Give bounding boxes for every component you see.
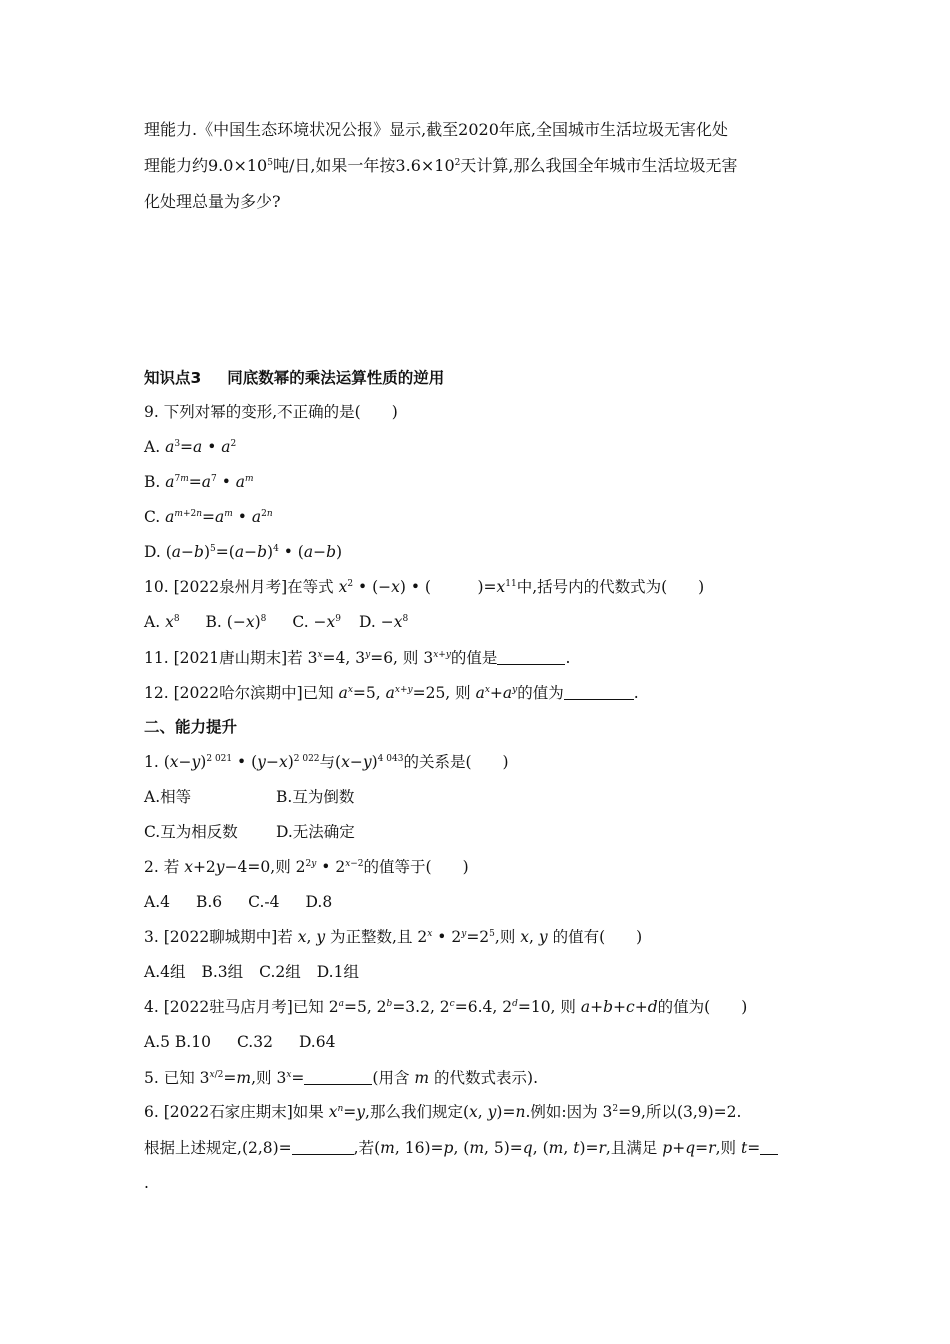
q10-options: A. $x^8$ B. $(-x)^8$ C. $-x^9$ D. $-x^8$ [144,613,409,631]
problem-4: 4. [2022驻马店月考]已知 $2^a=5$, $2^b=3.2$, $2^c=6.4$, $2^d=10$, 则 a+b+c+d的值为( ) [144,998,748,1016]
q9-option-a: A. $a^3=a$ • $a^2$ [144,438,237,456]
problem-6-line-2: 根据上述规定,(2,8)= ,若(m, 16)=p, (m, 5)=q, (m, t)=r,且满足 p+q=r,则 t= [144,1140,778,1157]
question-12: 12. [2022哈尔滨期中]已知 $a^x=5$, $a^{x+y}=25$, 则 $a^x+a^y$的值为 . [144,684,639,702]
q9-option-c: C. $a^{m+2n}=a^m$ • $a^{2n}$ [144,508,273,526]
p2-options: A.4 B.6 C.-4 D.8 [144,893,333,911]
problem-1: 1. $(x-y)^{2 021}$ • $(y-x)^{2 022}$与$(x-y)^{4 043}$的关系是( ) [144,753,509,771]
problem-6: 6. [2022石家庄期末]如果 $x^n=y$,那么我们规定(x, y)=n.例如:因为 $3^2=9$,所以(3,9)=2. [144,1103,742,1121]
p6-answer-blank-2[interactable] [760,1140,778,1155]
problem-5: 5. 已知 $3^{x/2}=m$,则 $3^x=$ (用含 m 的代数式表示). [144,1069,539,1087]
q12-answer-blank[interactable] [564,685,634,700]
question-10: 10. [2022泉州月考]在等式 $x^2$ • (−x) • ( )$=x^{11}$中,括号内的代数式为( ) [144,578,705,596]
question-9: 9. 下列对幂的变形,不正确的是( ) [144,403,398,421]
problem-6-end-dot: . [144,1174,149,1192]
p5-answer-blank[interactable] [304,1070,372,1085]
intro-line-2: 理能力约$9.0\times 10^5$吨/日,如果一年按$3.6\times 10^2$天计算,那么我国全年城市生活垃圾无害 [144,156,738,175]
section-heading-3: 知识点3 同底数幂的乘法运算性质的逆用 [144,369,445,387]
p4-options: A.5 B.10 C.32 D.64 [144,1033,336,1051]
section-heading-ability: 二、能力提升 [144,718,238,736]
p1-options-row-2: C.互为相反数 D.无法确定 [144,823,355,841]
intro-line-3: 化处理总量为多少? [144,192,281,211]
p3-options: A.4组 B.3组 C.2组 D.1组 [144,963,359,981]
intro-line-1: 理能力.《中国生态环境状况公报》显示,截至2020年底,全国城市生活垃圾无害化处 [144,120,728,139]
q9-option-b: B. $a^{7m}=a^7$ • $a^m$ [144,473,254,491]
question-11: 11. [2021唐山期末]若 $3^x=4$, $3^y=6$, 则 $3^{x+y}$的值是 . [144,649,571,667]
problem-3: 3. [2022聊城期中]若 x, y 为正整数,且 2$^x$ • $2^y=2^5$,则 x, y 的值有( ) [144,928,643,946]
p1-options-row-1: A.相等 B.互为倒数 [144,788,355,806]
problem-2: 2. 若 x+2y−4=0,则 $2^{2y}$ • $2^{x-2}$的值等于( ) [144,858,469,876]
q11-answer-blank[interactable] [497,650,565,665]
p6-answer-blank-1[interactable] [292,1140,354,1155]
q9-option-d: D. $(a-b)^5=(a-b)^4$ • (a−b) [144,543,343,561]
